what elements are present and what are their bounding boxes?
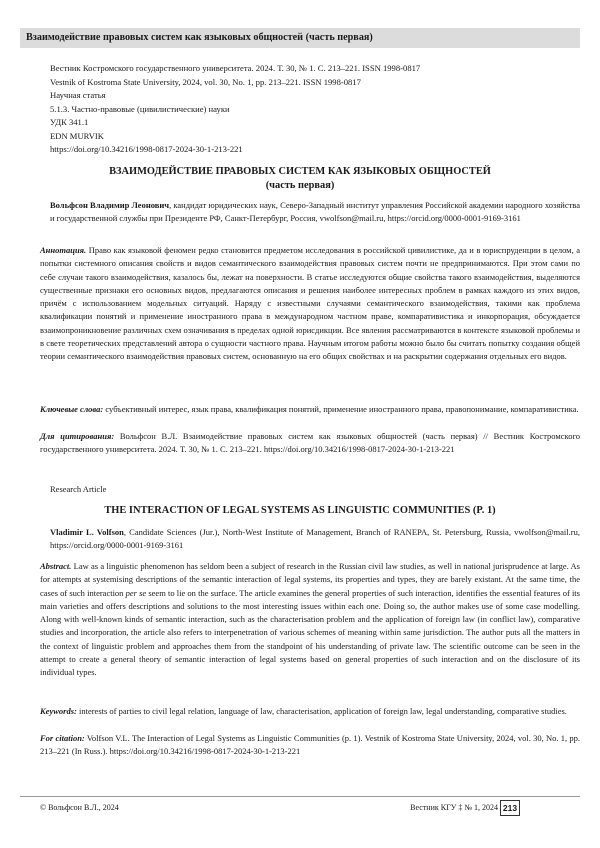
abstract-en-italic: per se: [125, 587, 147, 598]
keywords-en: [40, 705, 580, 718]
citation-ru: [40, 430, 580, 457]
journal-citation-ru: Вестник Костромского государственного университета. 2024. Т. 30, № 1. С. 213–221. ISSN 1998-0817: [50, 63, 421, 73]
keywords-ru-label: Ключевые слова:: [40, 404, 104, 414]
article-title-ru-line1: ВЗАИМОДЕЙСТВИЕ ПРАВОВЫХ СИСТЕМ КАК ЯЗЫКОВЫХ ОБЩНОСТЕЙ: [109, 166, 491, 177]
article-title-en: THE INTERACTION OF LEGAL SYSTEMS AS LINGUISTIC COMMUNITIES (P. 1): [104, 505, 496, 516]
author-name-en: Vladimir L. Volfson: [50, 527, 124, 537]
article-title-ru: [20, 165, 580, 193]
abstract-en-text-2: seem to lie on the surface. The article examines the general properties of such interaction, identifies the essential features of its main varieties and offers descriptions and solutions to the most interesting issues within each one. Doing so, the author makes use of some case modelling. Along with well-known kinds of semantic interaction, such as the characterisation problem and the application of foreign law (in conflict law), comparative studies and incorporation, the article also refers to interpenetration of various schemes of meaning within same jurisdiction. The author puts all the matters in the context of linguistic problem and approaches them from the standpoint of his understanding of private law. The scientific outcome can be seen in the attempt to create a general theory of semantic interaction of legal systems based on general properties of such interaction and on the disclosure of its individual types.: [40, 587, 580, 678]
keywords-en-text: interests of parties to civil legal relation, language of law, characterisation, application of foreign law, legal understanding, comparative studies.: [76, 706, 567, 716]
citation-ru-label: Для цитирования:: [40, 431, 115, 441]
udc-code: УДК 341.1: [50, 117, 89, 127]
keywords-ru: [40, 403, 580, 416]
science-field: 5.1.3. Частно-правовые (цивилистические) науки: [50, 103, 230, 114]
author-info-en: [50, 526, 580, 553]
abstract-ru: [40, 244, 580, 364]
citation-en-text: Volfson V.L. The Interaction of Legal Systems as Linguistic Communities (p. 1). Vestnik of Kostroma State University, 2024, vol. 30, No. 1, pp. 213–221 (In Russ.). https://doi.org/10.34216/1998-0817-2024-30-1-213-221: [40, 733, 580, 757]
journal-citation-en: Vestnik of Kostroma State University, 2024, vol. 30, No. 1, pp. 213–221. ISSN 1998-0817: [50, 76, 361, 87]
author-affiliation-ru: , кандидат юридических наук, Северо-Западный институт управления Российской академии народного хозяйства и государственной службы при Президенте РФ, Санкт-Петербург, Россия, vwolfson@mail.ru, https://orcid.org/0000-0001-9169-3161: [50, 200, 580, 224]
citation-en: [40, 732, 580, 759]
article-type-en: Research Article: [50, 484, 107, 494]
footer-divider: [20, 796, 580, 797]
page-number: 213: [500, 800, 520, 816]
abstract-ru-label: Аннотация.: [40, 245, 87, 255]
abstract-ru-text: Право как языковой феномен редко становится предметом исследования в российской цивилистике, да и в юриспруденции в целом, а попытки системного описания свойств и видов семантического взаимодействия правовых систем почти не предпринимаются. При этом сами по себе случаи такого взаимодействия, казалось бы, лежат на поверхности. В статье исследуются общие свойства такого взаимодействия, выделяются существенные признаки его основных видов, предлагаются описания и решения наиболее интересных проблем в рамках каждого из этих видов, причём с использованием модельных ситуаций. Наряду с известными случаями семантического взаимодействия, такими как проблема квалификации понятий и применение иностранного права в международном частном праве, компаративистика и инкорпорация, обсуждается взаимопроникновение различных схем означивания в пределах одной юрисдикции. Все явления рассматриваются в контексте языковой проблемы и в свете теоретических представлений автора о сущности частного права. Научным итогом работы можно было бы считать попытку создания общей теории семантического взаимодействия правовых систем, основанную на его общих свойствах и на раскрытии содержания отдельных его видов.: [40, 245, 580, 362]
article-type-ru: Научная статья: [50, 90, 106, 100]
doi-link[interactable]: https://doi.org/10.34216/1998-0817-2024-30-1-213-221: [50, 144, 243, 154]
citation-ru-text: Вольфсон В.Л. Взаимодействие правовых систем как языковых общностей (часть первая) // Вестник Костромского государственного университета. 2024. Т. 30, № 1. С. 213–221. https://doi.org/10.34216/1998-0817-2024-30-1-213-221: [40, 431, 580, 455]
copyright-notice: © Вольфсон В.Л., 2024: [40, 803, 119, 812]
article-title-ru-line2: (часть первая): [265, 180, 335, 191]
keywords-ru-text: субъективный интерес, язык права, квалификация понятий, применение иностранного права, правопонимание, компаративистика.: [103, 404, 579, 414]
running-header-title: Взаимодействие правовых систем как языковых общностей (часть первая): [26, 32, 373, 43]
abstract-en-label: Abstract.: [40, 561, 72, 571]
article-metadata: [50, 62, 420, 157]
abstract-en: [40, 560, 580, 680]
author-info-ru: [50, 199, 580, 226]
edn-code: EDN MURVIK: [50, 130, 104, 141]
citation-en-label: For citation:: [40, 733, 85, 743]
author-name-ru: Вольфсон Владимир Леонович: [50, 200, 170, 210]
footer-journal: Вестник КГУ ‡ № 1, 2024: [410, 803, 498, 812]
running-header: [20, 28, 580, 48]
abstract-en-text-1: Law as a linguistic phenomenon has seldom been a subject of research in the Russian civil law studies, as well in national jurisprudence at large. As for attempts at systemising descriptions of the semantic interaction of legal systems, its properties and types, they are barely existant. At the same time, the cases of such interaction: [40, 561, 580, 598]
keywords-en-label: Keywords:: [40, 706, 77, 716]
author-affiliation-en: , Candidate Sciences (Jur.), North-West Institute of Management, Branch of RANEPA, St. Petersburg, Russia, vwolfson@mail.ru, https://orcid.org/0000-0001-9169-3161: [50, 527, 580, 551]
